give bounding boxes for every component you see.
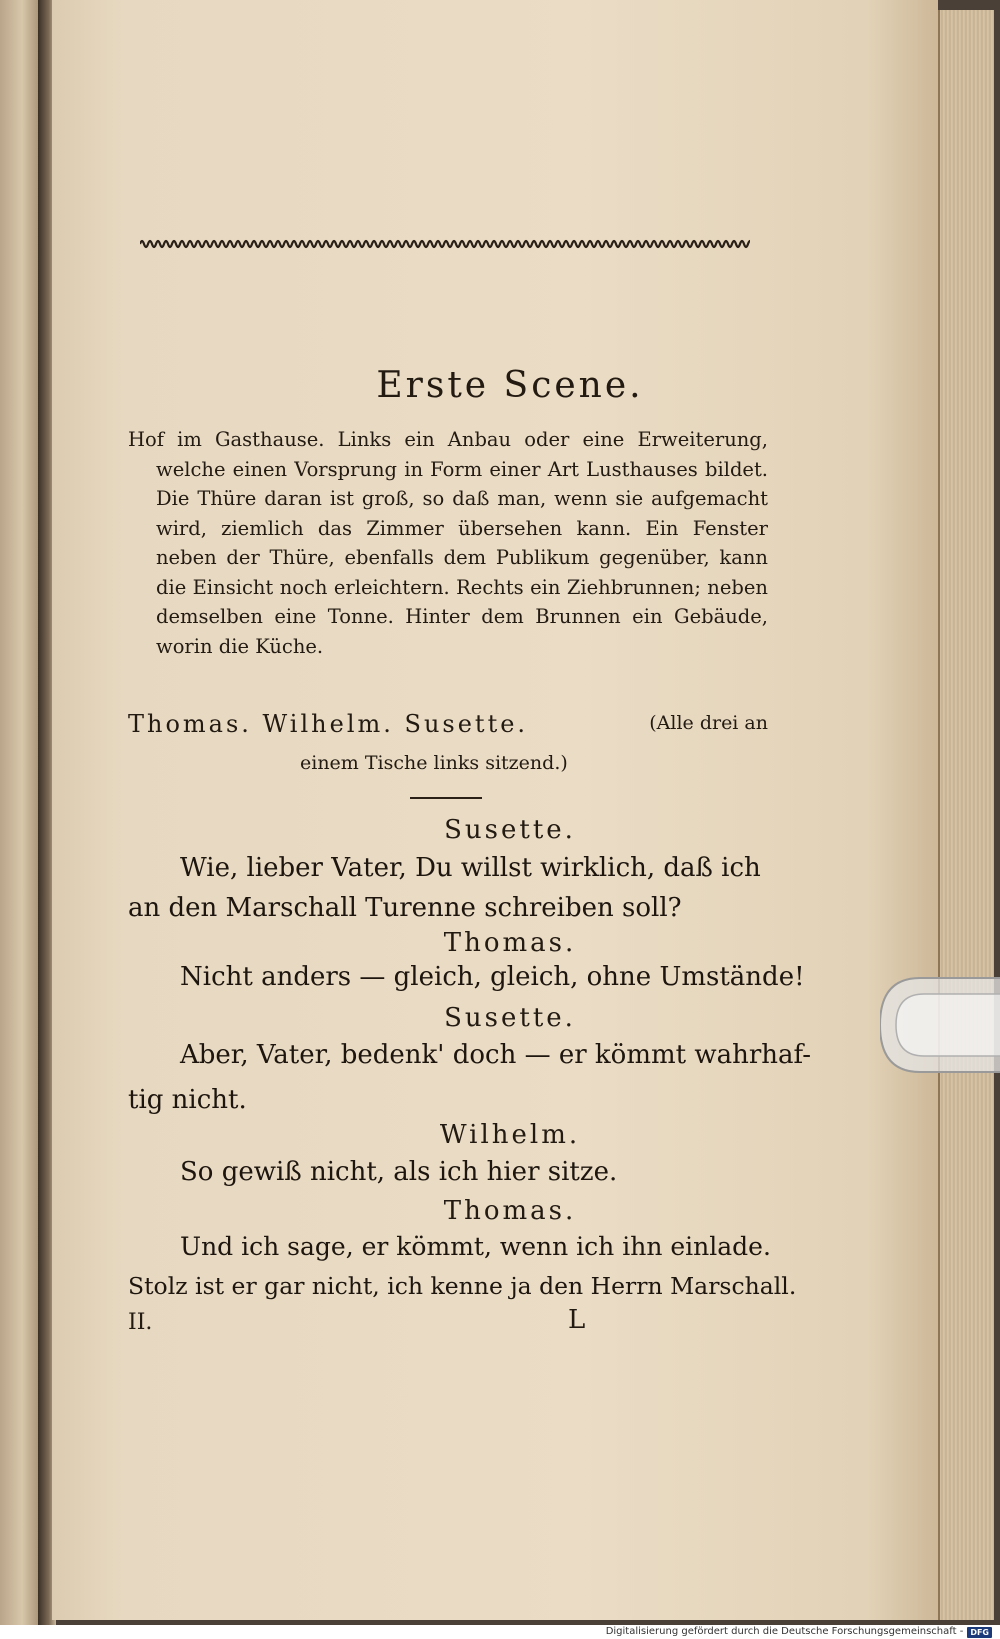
speaker-label: Thomas.: [443, 928, 577, 958]
scene-title: Erste Scene.: [376, 365, 644, 406]
dialogue-line: tig nicht.: [128, 1085, 247, 1115]
cast-direction: (Alle drei an: [649, 712, 768, 734]
facing-page-edge: [0, 0, 40, 1625]
dfg-logo: DFG: [967, 1627, 992, 1638]
page-clip-icon: [880, 970, 1000, 1080]
cast-names: Thomas. Wilhelm. Susette.: [128, 710, 529, 738]
stage-direction: [128, 425, 768, 661]
footer-credit: [606, 1625, 992, 1639]
speaker-label: Wilhelm.: [439, 1120, 581, 1150]
signature-mark: II.: [128, 1310, 153, 1335]
divider-rule: [410, 797, 482, 799]
cast-direction-continued: einem Tische links sitzend.): [300, 752, 568, 774]
speaker-label: Thomas.: [443, 1196, 577, 1226]
cast-list: [128, 710, 768, 738]
dialogue-line: Nicht anders — gleich, gleich, ohne Umstände!: [180, 962, 805, 992]
dialogue-line: an den Marschall Turenne schreiben soll?: [128, 893, 682, 923]
dialogue-line: Und ich sage, er kömmt, wenn ich ihn einlade.: [180, 1232, 771, 1261]
stage-direction-text: Hof im Gasthause. Links ein Anbau oder eine Erweiterung, welche einen Vorsprung in Form einer Art Lusthauses bildet. Die Thüre daran ist groß, so daß man, wenn sie aufgemacht wird, ziemlich das Zimmer übersehen kann. Ein Fenster neben der Thüre, ebenfalls dem Publikum gegenüber, kann die Einsicht noch erleichtern. Rechts ein Ziehbrunnen; neben demselben eine Tonne. Hinter dem Brunnen ein Gebäude, worin die Küche.: [128, 428, 768, 658]
dialogue-line: Wie, lieber Vater, Du willst wirklich, daß ich: [180, 853, 761, 883]
wavy-rule-ornament: [140, 238, 750, 250]
speaker-label: Susette.: [444, 1003, 576, 1033]
dialogue-line: So gewiß nicht, als ich hier sitze.: [180, 1157, 618, 1187]
dialogue-line: Stolz ist er gar nicht, ich kenne ja den Herrn Marschall.: [128, 1272, 797, 1300]
speaker-label: Susette.: [444, 815, 576, 845]
dialogue-line: Aber, Vater, bedenk' doch — er kömmt wahrhaf-: [180, 1040, 812, 1070]
sheet-signature: L: [568, 1305, 586, 1335]
footer-credit-text: Digitalisierung gefördert durch die Deutsche Forschungsgemeinschaft -: [605, 1626, 964, 1637]
